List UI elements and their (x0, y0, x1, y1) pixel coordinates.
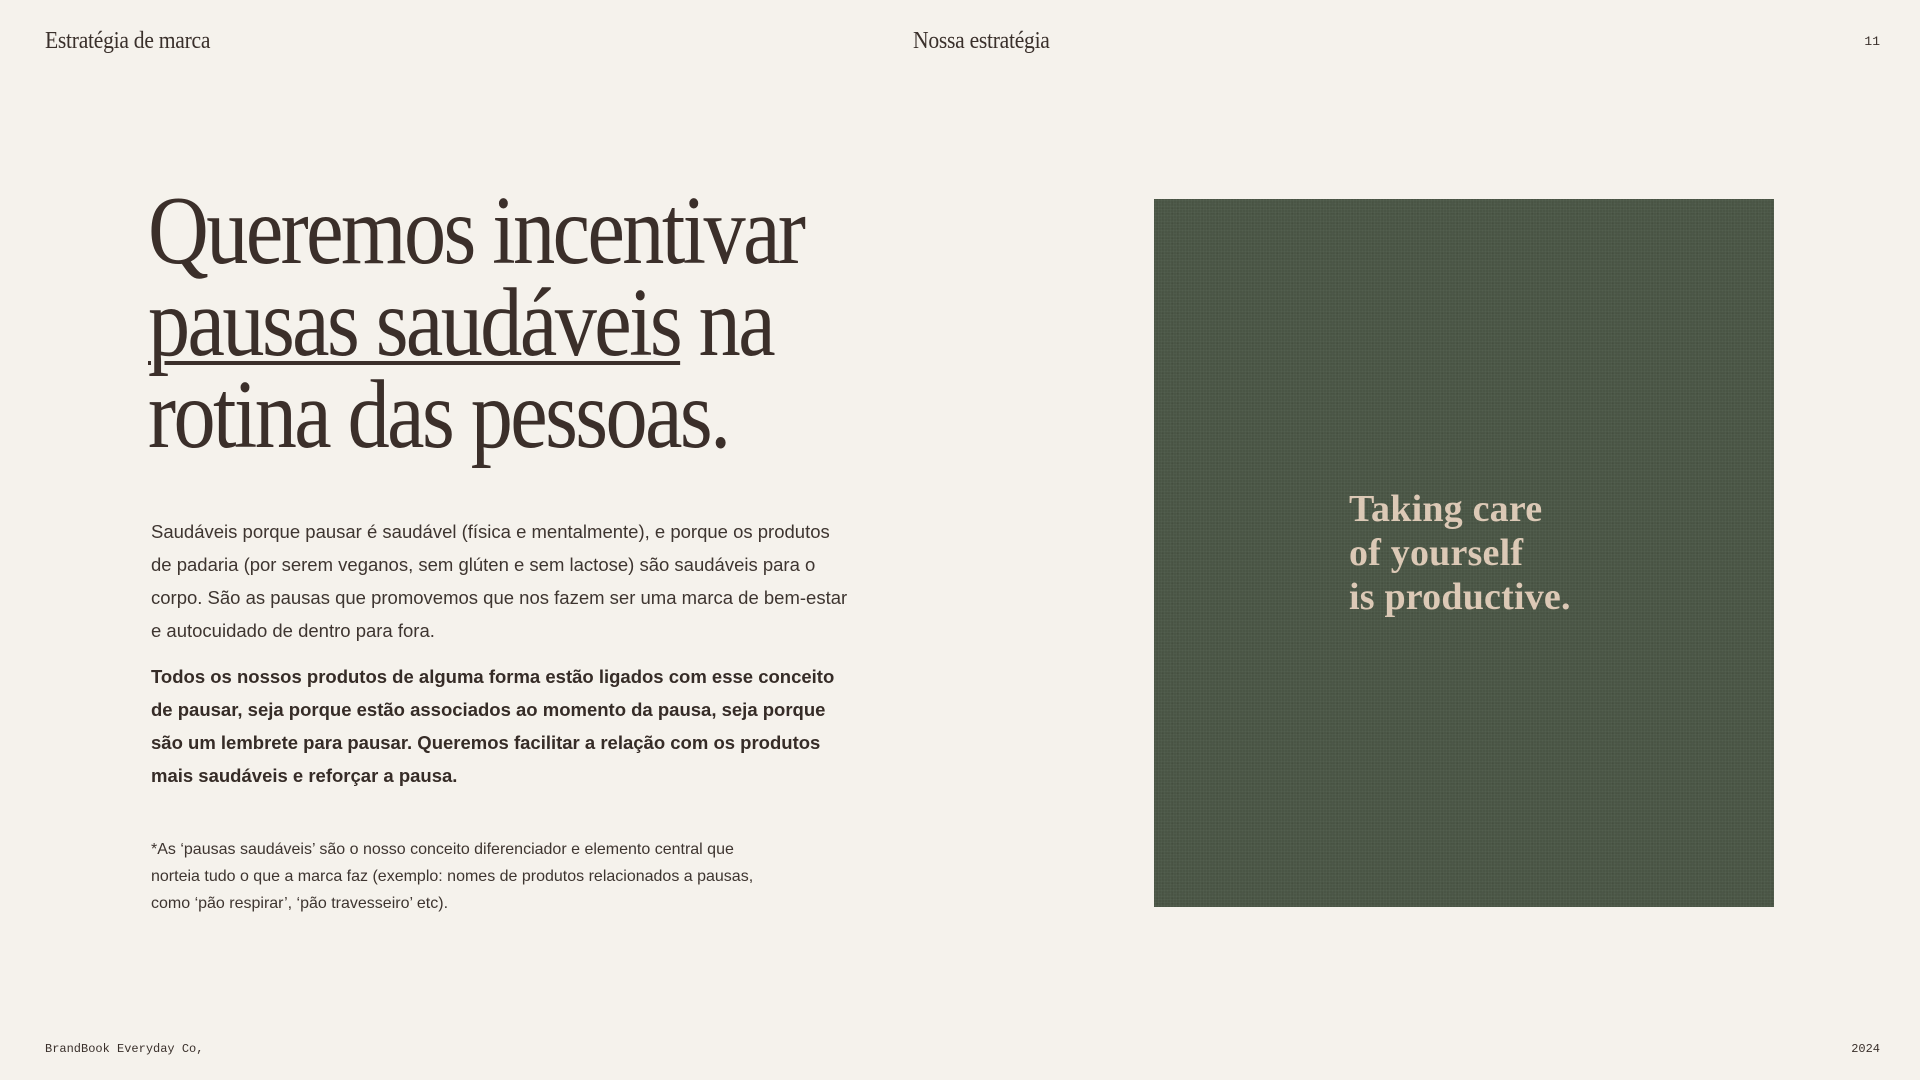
body-paragraph: Saudáveis porque pausar é saudável (física e mentalmente), e porque os produtos de padaria (por serem veganos, sem glúten e sem lactose) são saudáveis para o corpo. São as pausas que promovemos que nos fazem ser uma marca de bem-estar e autocuidado de dentro para fora. (151, 521, 848, 641)
footnote: *As ‘pausas saudáveis’ são o nosso conceito diferenciador e elemento central que norteia tudo o que a marca faz (exemplo: nomes de produtos relacionados a pausas, como ‘pão respirar’, ‘pão travesseiro’ etc). (151, 841, 754, 912)
headline-line-3: rotina das pessoas. (148, 361, 729, 469)
page-title: Nossa estratégia (913, 28, 1050, 54)
section-title: Estratégia de marca (45, 28, 211, 54)
footer-year: 2024 (1851, 1042, 1880, 1056)
footer-brand: BrandBook Everyday Co, (45, 1042, 204, 1056)
image-quote-line-1: Taking care (1349, 488, 1543, 530)
brand-image (1154, 199, 1774, 907)
headline-underlined-phrase: pausas saudáveis (148, 269, 681, 377)
image-quote-line-2: of yourself (1349, 532, 1524, 574)
headline (148, 177, 908, 469)
image-quote-line-3: is productive. (1349, 576, 1571, 618)
headline-line-2 (148, 269, 802, 377)
headline-line-2-rest: na (680, 269, 774, 377)
image-quote (1349, 487, 1571, 619)
headline-line-1: Queremos incentivar (148, 177, 804, 285)
page-number: 11 (1864, 34, 1880, 49)
body-paragraph-bold: Todos os nossos produtos de alguma forma estão ligados com esse conceito de pausar, seja porque estão associados ao momento da pausa, seja porque são um lembrete para pausar. Queremos facilitar a relação com os produtos mais saudáveis e reforçar a pausa. (151, 666, 835, 786)
